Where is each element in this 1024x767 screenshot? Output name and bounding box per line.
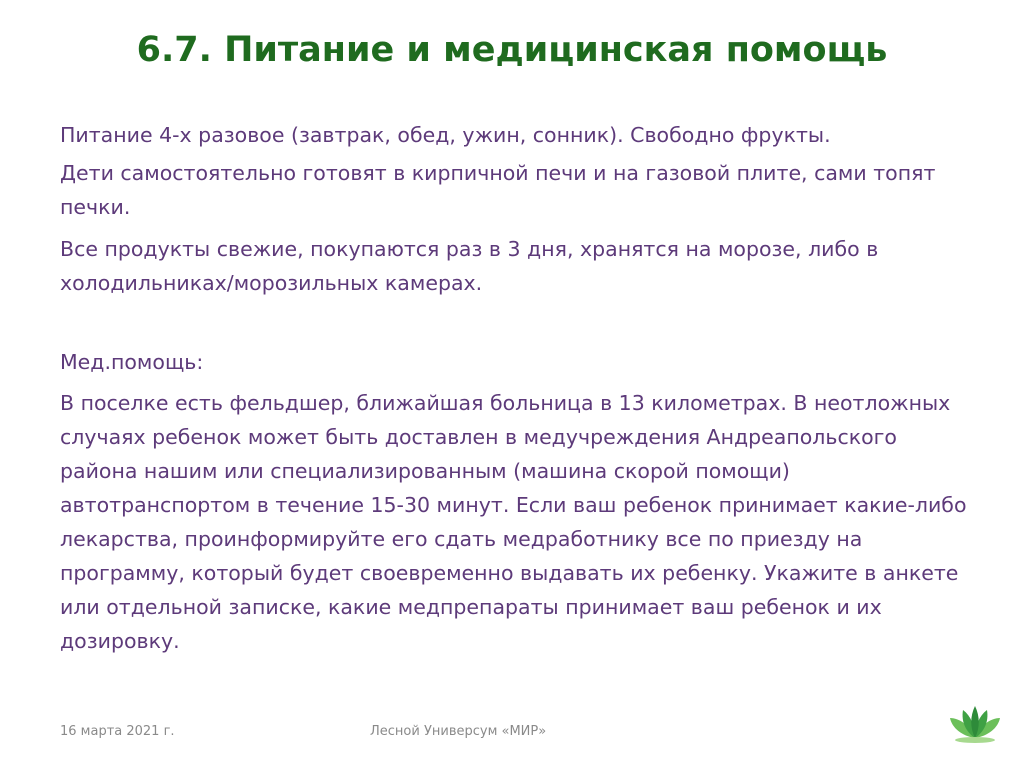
paragraph-medical: В поселке есть фельдшер, ближайшая больница в 13 километрах. В неотложных случаях ребенок может быть доставлен в медучреждения Андреапольского района нашим или специализированным (машина скорой помощи) автотранспортом в течение 15-30 минут. Если ваш ребенок принимает какие-либо лекарства, проинформируйте его сдать медработнику все по приезду на программу, который будет своевременно выдавать их ребенку. Укажите в анкете или отдельной записке, какие медпрепараты принимает ваш ребенок и их дозировку.	[60, 391, 967, 653]
medical-heading: Мед.помощь:	[60, 350, 204, 374]
paragraph-products: Все продукты свежие, покупаются раз в 3 дня, хранятся на морозе, либо в холодильниках/морозильных камерах.	[60, 237, 879, 295]
slide-title: 6.7. Питание и медицинская помощь	[136, 30, 888, 70]
lotus-base	[955, 737, 995, 743]
paragraph-cooking: Дети самостоятельно готовят в кирпичной печи и на газовой плите, сами топят печки.	[60, 161, 936, 219]
footer-date: 16 марта 2021 г.	[60, 724, 175, 739]
lotus-icon	[948, 704, 1002, 744]
paragraph-meals: Питание 4-х разовое (завтрак, обед, ужин, сонник). Свободно фрукты.	[60, 123, 831, 147]
footer-organization: Лесной Универсум «МИР»	[370, 724, 547, 739]
